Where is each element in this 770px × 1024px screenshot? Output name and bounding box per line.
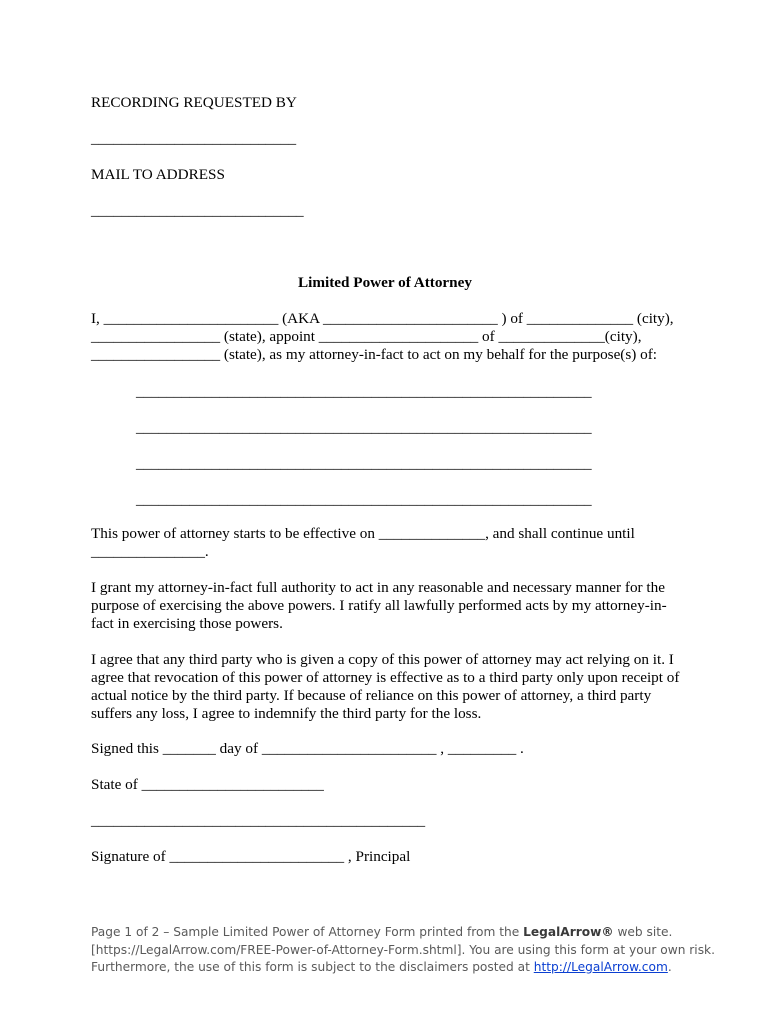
authority-line: purpose of exercising the above powers. I ratify all lawfully performed acts by my attorney-in- [91,597,667,614]
intro-line: _________________ (state), appoint _____________________ of ______________(city), [91,328,642,345]
intro-line: I, _______________________ (AKA _______________________ ) of ______________ (city), [91,310,674,327]
signature-of-principal-line: Signature of _______________________ , Principal [91,848,411,865]
third-party-line: suffers any loss, I agree to indemnify the third party for the loss. [91,705,482,722]
recording-requested-blank: ___________________________ [91,130,297,147]
purpose-blank-line: ____________________________________________________________ [136,419,592,436]
third-party-line: agree that revocation of this power of attorney is effective as to a third party only upon receipt of [91,669,680,686]
intro-line: _________________ (state), as my attorney-in-fact to act on my behalf for the purpose(s) of: [91,346,658,363]
footer-url-text: [https://LegalArrow.com/FREE-Power-of-Attorney-Form.shtml]. You are using this form at your own risk. [91,942,715,957]
purpose-blank-line: ____________________________________________________________ [136,383,592,400]
footer-page-text: Page 1 of 2 – Sample Limited Power of Attorney Form printed from the [91,925,524,939]
page-footer [91,924,715,977]
authority-paragraph [91,579,691,633]
footer-brand: LegalArrow® [523,925,614,939]
purpose-blank-line: ____________________________________________________________ [136,455,592,472]
purpose-blank-line: ____________________________________________________________ [136,491,592,508]
effective-paragraph [91,525,691,561]
footer-link[interactable]: http://LegalArrow.com [533,960,668,974]
mail-to-address-label: MAIL TO ADDRESS [91,166,225,183]
third-party-paragraph [91,651,691,723]
recording-requested-label: RECORDING REQUESTED BY [91,94,297,111]
footer-page-text: web site. [613,925,673,939]
intro-paragraph [91,310,691,364]
footer-disclaimer-text: . [667,960,672,974]
authority-line: fact in exercising those powers. [91,615,283,632]
signed-this-line: Signed this _______ day of _______________________ , _________ . [91,740,524,757]
state-of-line: State of ________________________ [91,776,324,793]
third-party-line: I agree that any third party who is given a copy of this power of attorney may act relying on it. I [91,651,674,668]
third-party-line: actual notice by the third party. If because of reliance on this power of attorney, a third party [91,687,652,704]
authority-line: I grant my attorney-in-fact full authority to act in any reasonable and necessary manner for the [91,579,665,596]
signature-blank-line: ____________________________________________ [91,812,426,829]
footer-disclaimer-text: Furthermore, the use of this form is subject to the disclaimers posted at [91,960,534,974]
mail-to-address-blank: ____________________________ [91,202,304,219]
document-title: Limited Power of Attorney [298,274,472,291]
effective-line: This power of attorney starts to be effective on ______________, and shall continue until [91,525,635,542]
effective-line: _______________. [91,543,209,560]
